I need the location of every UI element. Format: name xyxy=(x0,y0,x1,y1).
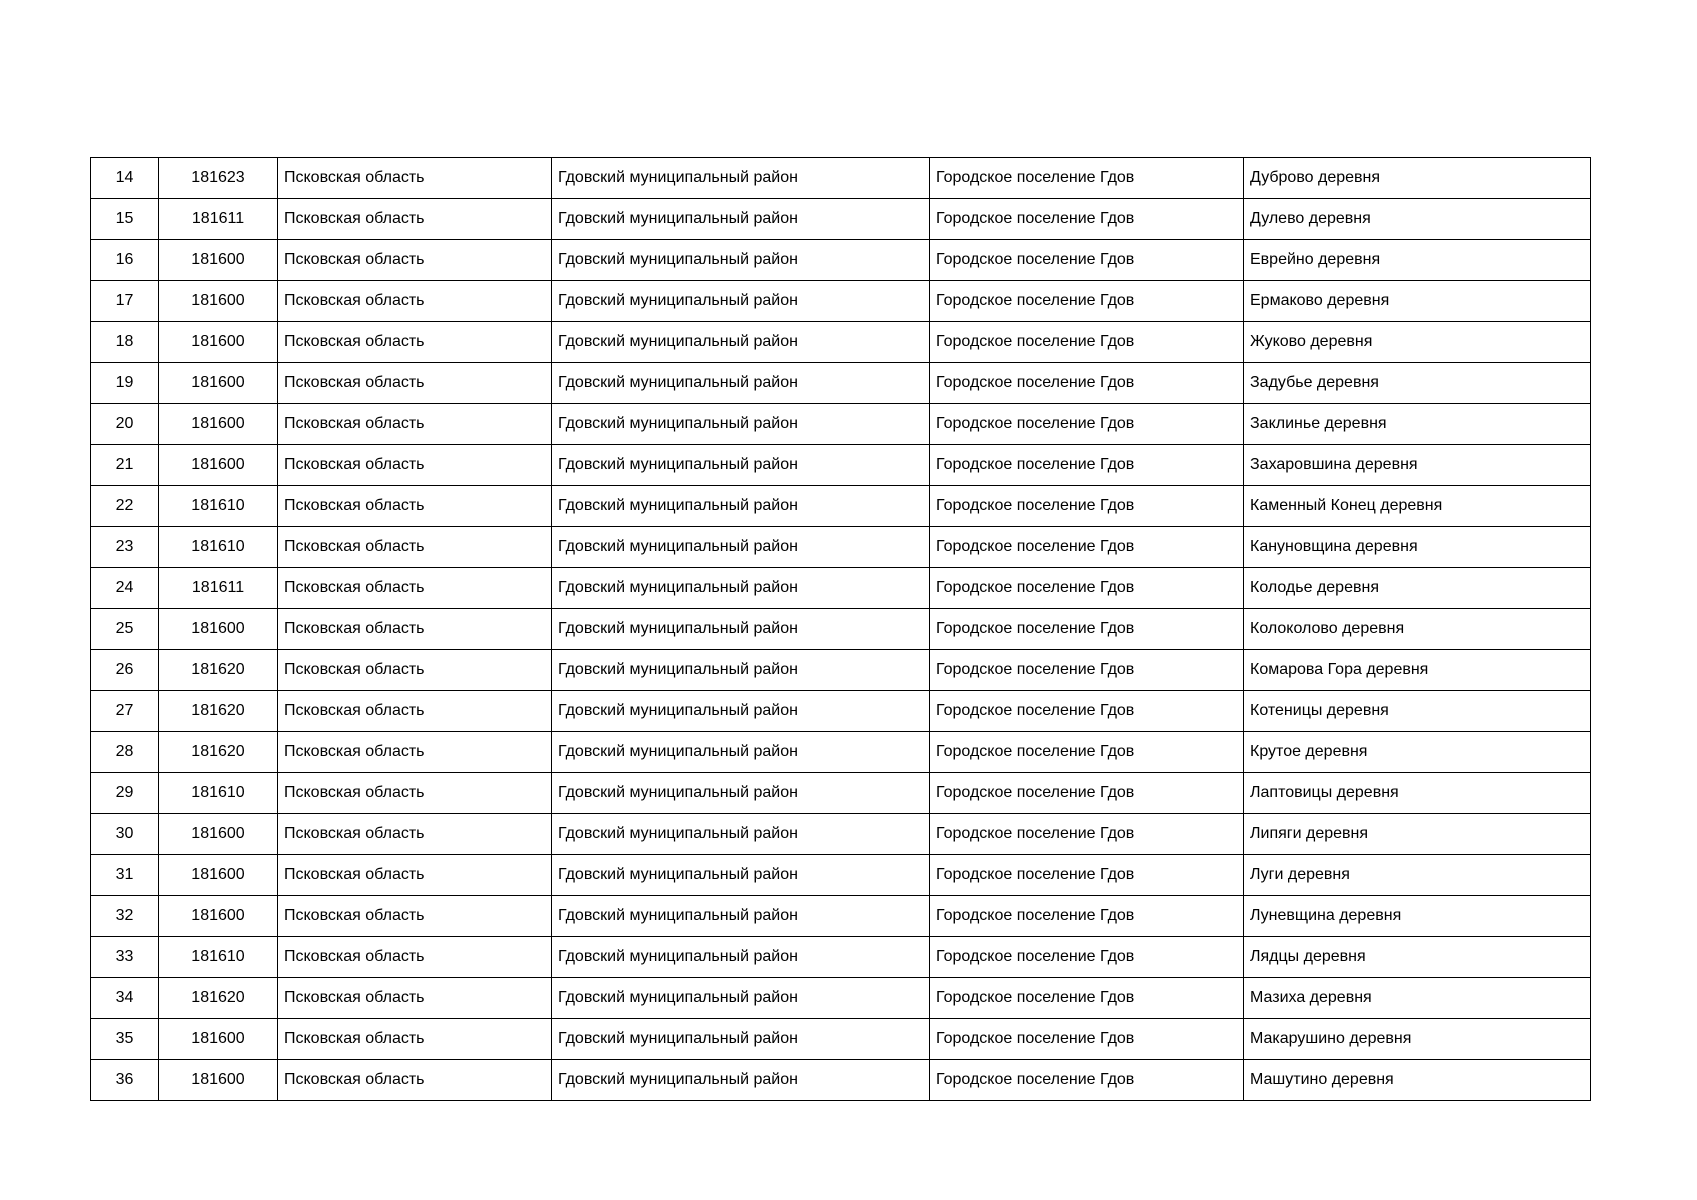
region-cell: Псковская область xyxy=(278,650,552,691)
region-cell: Псковская область xyxy=(278,445,552,486)
district-cell: Гдовский муниципальный район xyxy=(552,527,930,568)
region-cell: Псковская область xyxy=(278,568,552,609)
locality-cell: Жуково деревня xyxy=(1244,322,1591,363)
table-row xyxy=(91,609,1591,650)
settlement-cell: Городское поселение Гдов xyxy=(930,445,1244,486)
postal-code-cell: 181611 xyxy=(159,568,278,609)
region-cell: Псковская область xyxy=(278,773,552,814)
postal-code-cell: 181610 xyxy=(159,527,278,568)
district-cell: Гдовский муниципальный район xyxy=(552,240,930,281)
region-cell: Псковская область xyxy=(278,978,552,1019)
row-number-cell: 35 xyxy=(91,1019,159,1060)
row-number-cell: 22 xyxy=(91,486,159,527)
settlement-cell: Городское поселение Гдов xyxy=(930,240,1244,281)
settlement-cell: Городское поселение Гдов xyxy=(930,486,1244,527)
postal-code-cell: 181620 xyxy=(159,978,278,1019)
row-number-cell: 28 xyxy=(91,732,159,773)
row-number-cell: 30 xyxy=(91,814,159,855)
settlement-cell: Городское поселение Гдов xyxy=(930,896,1244,937)
row-number-cell: 21 xyxy=(91,445,159,486)
locality-cell: Ермаково деревня xyxy=(1244,281,1591,322)
region-cell: Псковская область xyxy=(278,322,552,363)
postal-code-cell: 181600 xyxy=(159,609,278,650)
row-number-cell: 25 xyxy=(91,609,159,650)
locality-cell: Луневщина деревня xyxy=(1244,896,1591,937)
settlement-cell: Городское поселение Гдов xyxy=(930,527,1244,568)
row-number-cell: 16 xyxy=(91,240,159,281)
region-cell: Псковская область xyxy=(278,486,552,527)
postal-code-cell: 181611 xyxy=(159,199,278,240)
postal-code-cell: 181623 xyxy=(159,158,278,199)
table-row xyxy=(91,855,1591,896)
table-row xyxy=(91,732,1591,773)
district-cell: Гдовский муниципальный район xyxy=(552,404,930,445)
settlement-cell: Городское поселение Гдов xyxy=(930,322,1244,363)
postal-code-cell: 181600 xyxy=(159,1019,278,1060)
region-cell: Псковская область xyxy=(278,281,552,322)
table-row xyxy=(91,691,1591,732)
region-cell: Псковская область xyxy=(278,855,552,896)
settlement-cell: Городское поселение Гдов xyxy=(930,568,1244,609)
district-cell: Гдовский муниципальный район xyxy=(552,363,930,404)
table-row xyxy=(91,527,1591,568)
table-row xyxy=(91,937,1591,978)
table-row xyxy=(91,1019,1591,1060)
region-cell: Псковская область xyxy=(278,691,552,732)
district-cell: Гдовский муниципальный район xyxy=(552,937,930,978)
locality-cell: Липяги деревня xyxy=(1244,814,1591,855)
table-row xyxy=(91,445,1591,486)
district-cell: Гдовский муниципальный район xyxy=(552,281,930,322)
postal-code-cell: 181610 xyxy=(159,773,278,814)
district-cell: Гдовский муниципальный район xyxy=(552,978,930,1019)
settlement-cell: Городское поселение Гдов xyxy=(930,650,1244,691)
postal-code-cell: 181600 xyxy=(159,240,278,281)
postal-code-cell: 181620 xyxy=(159,691,278,732)
row-number-cell: 18 xyxy=(91,322,159,363)
table-body xyxy=(91,158,1591,1101)
region-cell: Псковская область xyxy=(278,896,552,937)
locality-cell: Колодье деревня xyxy=(1244,568,1591,609)
settlement-cell: Городское поселение Гдов xyxy=(930,773,1244,814)
district-cell: Гдовский муниципальный район xyxy=(552,732,930,773)
locality-cell: Комарова Гора деревня xyxy=(1244,650,1591,691)
settlement-cell: Городское поселение Гдов xyxy=(930,814,1244,855)
locality-cell: Машутино деревня xyxy=(1244,1060,1591,1101)
region-cell: Псковская область xyxy=(278,732,552,773)
row-number-cell: 20 xyxy=(91,404,159,445)
region-cell: Псковская область xyxy=(278,1060,552,1101)
locality-cell: Луги деревня xyxy=(1244,855,1591,896)
region-cell: Псковская область xyxy=(278,609,552,650)
region-cell: Псковская область xyxy=(278,1019,552,1060)
district-cell: Гдовский муниципальный район xyxy=(552,322,930,363)
district-cell: Гдовский муниципальный район xyxy=(552,1019,930,1060)
region-cell: Псковская область xyxy=(278,199,552,240)
locality-cell: Захаровшина деревня xyxy=(1244,445,1591,486)
locality-cell: Лаптовицы деревня xyxy=(1244,773,1591,814)
region-cell: Псковская область xyxy=(278,240,552,281)
postal-code-cell: 181620 xyxy=(159,650,278,691)
table-row xyxy=(91,1060,1591,1101)
settlement-cell: Городское поселение Гдов xyxy=(930,978,1244,1019)
table-row xyxy=(91,896,1591,937)
row-number-cell: 24 xyxy=(91,568,159,609)
row-number-cell: 17 xyxy=(91,281,159,322)
locality-cell: Каменный Конец деревня xyxy=(1244,486,1591,527)
table-row xyxy=(91,486,1591,527)
table-row xyxy=(91,363,1591,404)
row-number-cell: 34 xyxy=(91,978,159,1019)
locality-cell: Дулево деревня xyxy=(1244,199,1591,240)
row-number-cell: 33 xyxy=(91,937,159,978)
locality-cell: Мазиха деревня xyxy=(1244,978,1591,1019)
postal-code-cell: 181600 xyxy=(159,1060,278,1101)
settlement-cell: Городское поселение Гдов xyxy=(930,609,1244,650)
region-cell: Псковская область xyxy=(278,527,552,568)
postal-code-cell: 181600 xyxy=(159,814,278,855)
row-number-cell: 26 xyxy=(91,650,159,691)
region-cell: Псковская область xyxy=(278,814,552,855)
postal-code-cell: 181600 xyxy=(159,363,278,404)
table-row xyxy=(91,199,1591,240)
settlement-cell: Городское поселение Гдов xyxy=(930,404,1244,445)
region-cell: Псковская область xyxy=(278,404,552,445)
settlement-cell: Городское поселение Гдов xyxy=(930,855,1244,896)
postal-code-cell: 181610 xyxy=(159,937,278,978)
table-row xyxy=(91,773,1591,814)
table-row xyxy=(91,281,1591,322)
postal-code-cell: 181600 xyxy=(159,855,278,896)
localities-table xyxy=(90,157,1591,1101)
district-cell: Гдовский муниципальный район xyxy=(552,691,930,732)
settlement-cell: Городское поселение Гдов xyxy=(930,691,1244,732)
district-cell: Гдовский муниципальный район xyxy=(552,199,930,240)
settlement-cell: Городское поселение Гдов xyxy=(930,158,1244,199)
locality-cell: Крутое деревня xyxy=(1244,732,1591,773)
table-row xyxy=(91,322,1591,363)
table-row xyxy=(91,404,1591,445)
table-row xyxy=(91,978,1591,1019)
locality-cell: Лядцы деревня xyxy=(1244,937,1591,978)
table-row xyxy=(91,240,1591,281)
row-number-cell: 14 xyxy=(91,158,159,199)
postal-code-cell: 181600 xyxy=(159,445,278,486)
locality-cell: Задубье деревня xyxy=(1244,363,1591,404)
row-number-cell: 29 xyxy=(91,773,159,814)
locality-cell: Заклинье деревня xyxy=(1244,404,1591,445)
district-cell: Гдовский муниципальный район xyxy=(552,650,930,691)
postal-code-cell: 181600 xyxy=(159,404,278,445)
district-cell: Гдовский муниципальный район xyxy=(552,814,930,855)
locality-cell: Кануновщина деревня xyxy=(1244,527,1591,568)
region-cell: Псковская область xyxy=(278,363,552,404)
region-cell: Псковская область xyxy=(278,158,552,199)
district-cell: Гдовский муниципальный район xyxy=(552,896,930,937)
locality-cell: Колоколово деревня xyxy=(1244,609,1591,650)
district-cell: Гдовский муниципальный район xyxy=(552,855,930,896)
district-cell: Гдовский муниципальный район xyxy=(552,445,930,486)
locality-cell: Котеницы деревня xyxy=(1244,691,1591,732)
row-number-cell: 27 xyxy=(91,691,159,732)
postal-code-cell: 181600 xyxy=(159,896,278,937)
table-row xyxy=(91,650,1591,691)
table-row xyxy=(91,568,1591,609)
settlement-cell: Городское поселение Гдов xyxy=(930,281,1244,322)
locality-cell: Еврейно деревня xyxy=(1244,240,1591,281)
locality-cell: Дуброво деревня xyxy=(1244,158,1591,199)
settlement-cell: Городское поселение Гдов xyxy=(930,937,1244,978)
row-number-cell: 15 xyxy=(91,199,159,240)
row-number-cell: 19 xyxy=(91,363,159,404)
postal-code-cell: 181600 xyxy=(159,322,278,363)
district-cell: Гдовский муниципальный район xyxy=(552,568,930,609)
row-number-cell: 36 xyxy=(91,1060,159,1101)
postal-code-cell: 181620 xyxy=(159,732,278,773)
district-cell: Гдовский муниципальный район xyxy=(552,486,930,527)
settlement-cell: Городское поселение Гдов xyxy=(930,1019,1244,1060)
settlement-cell: Городское поселение Гдов xyxy=(930,732,1244,773)
row-number-cell: 23 xyxy=(91,527,159,568)
district-cell: Гдовский муниципальный район xyxy=(552,158,930,199)
district-cell: Гдовский муниципальный район xyxy=(552,773,930,814)
region-cell: Псковская область xyxy=(278,937,552,978)
settlement-cell: Городское поселение Гдов xyxy=(930,1060,1244,1101)
table-row xyxy=(91,814,1591,855)
row-number-cell: 31 xyxy=(91,855,159,896)
table-row xyxy=(91,158,1591,199)
locality-cell: Макарушино деревня xyxy=(1244,1019,1591,1060)
postal-code-cell: 181600 xyxy=(159,281,278,322)
row-number-cell: 32 xyxy=(91,896,159,937)
settlement-cell: Городское поселение Гдов xyxy=(930,363,1244,404)
district-cell: Гдовский муниципальный район xyxy=(552,609,930,650)
postal-code-cell: 181610 xyxy=(159,486,278,527)
district-cell: Гдовский муниципальный район xyxy=(552,1060,930,1101)
settlement-cell: Городское поселение Гдов xyxy=(930,199,1244,240)
